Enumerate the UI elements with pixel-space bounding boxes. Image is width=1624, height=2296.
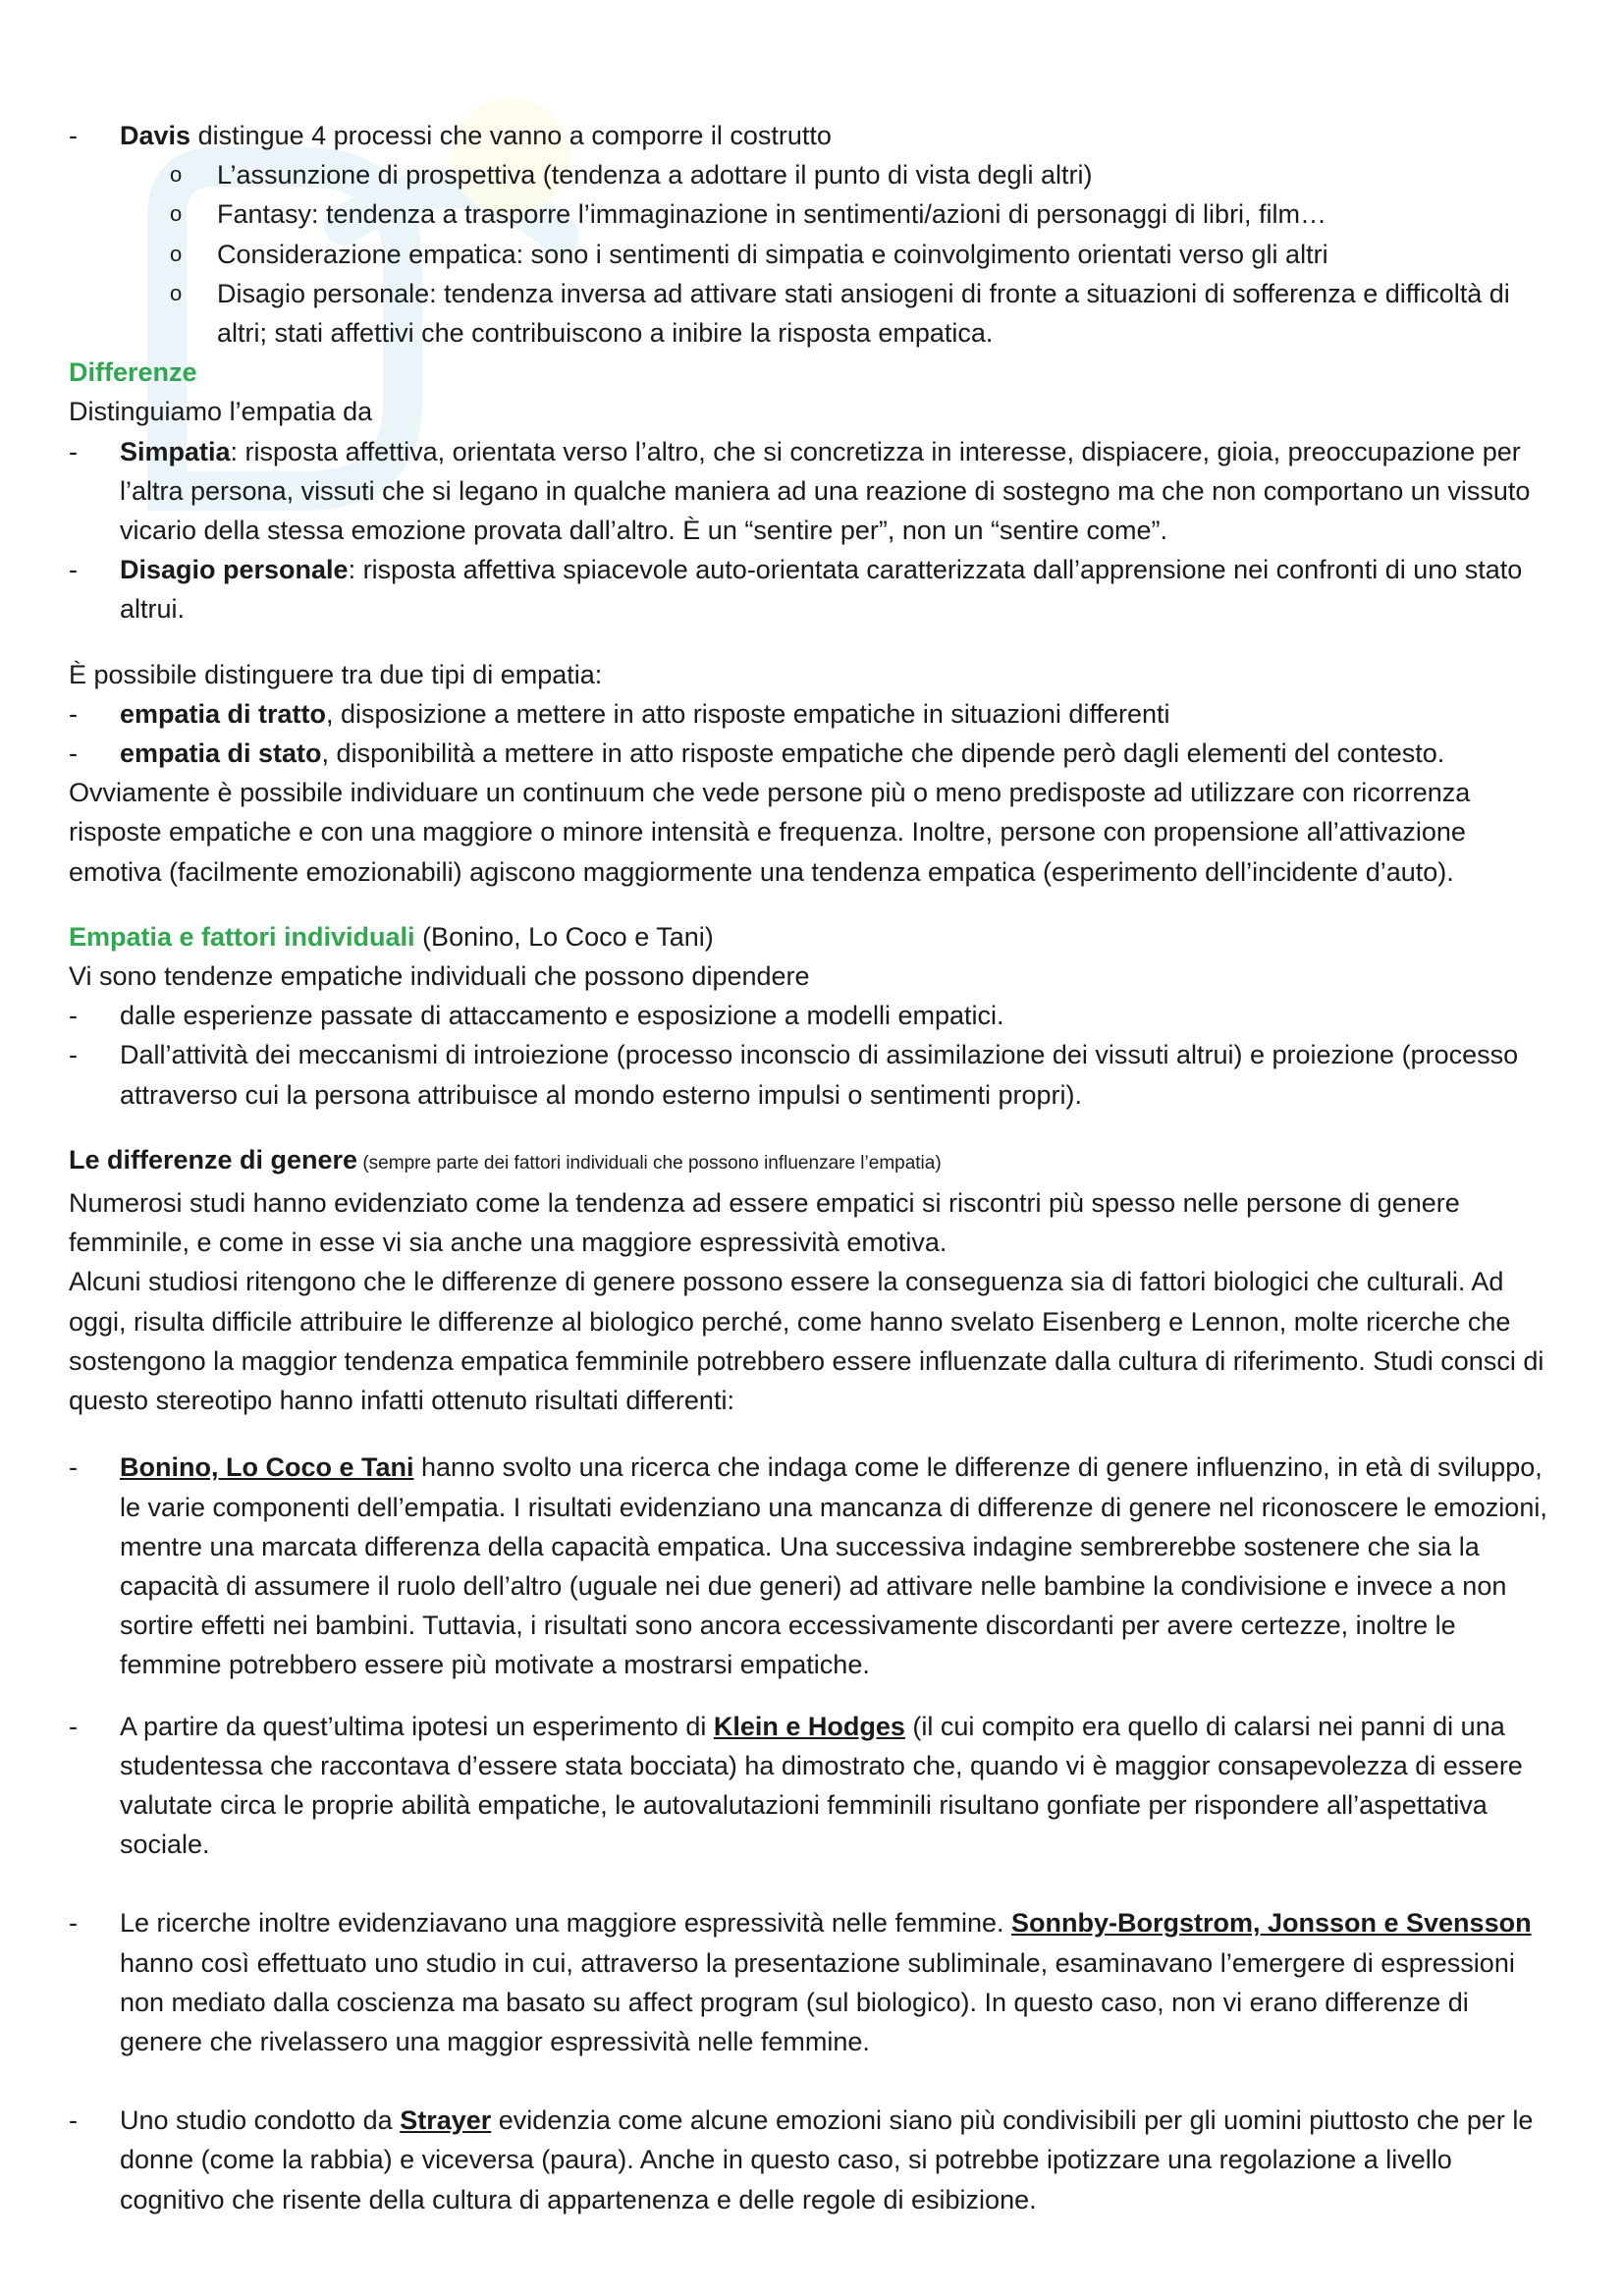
- genere-bullet-bonino: - Bonino, Lo Coco e Tani hanno svolto una ricerca che indaga come le differenze di genere influenzino, in età di sviluppo, le varie componenti dell’empatia. I risultati evidenziano una mancanza di differenze di genere nel riconoscere le emozioni, mentre una marcata differenza della capacità empatica. Una successiva indagine sembrerebbe sostenere che sia la capacità di assumere il ruolo dell’altro (uguale nei due generi) ad attivare nelle bambine la condivisione e invece a non sortire effetti nei bambini. Tuttavia, i risultati sono ancora eccessivamente discordanti per avere certezze, inoltre le femmine potrebbero essere più motivate a mostrarsi empatiche.: [69, 1452, 1547, 1680]
- differenze-heading: Differenze: [69, 357, 197, 388]
- circle-marker: o: [170, 280, 183, 305]
- genere-bullet-klein: - A partire da quest’ultima ipotesi un esperimento di Klein e Hodges (il cui compito era quello di calarsi nei panni di una studentessa che raccontava d’essere stata bocciata) ha dimostrato che, quando vi è maggior consapevolezza di essere valutate circa le proprie abilità empatiche, le autovalutazioni femminili risultano gonfiate per rispondere all’aspettativa sociale.: [69, 1711, 1523, 1860]
- davis-item: o Considerazione empatica: sono i sentimenti di simpatia e coinvolgimento orientati verso gli altri: [69, 235, 1551, 274]
- fattori-bullet: - dalle esperienze passate di attaccamento e esposizione a modelli empatici.: [69, 1001, 1004, 1031]
- author-klein-hodges: Klein e Hodges: [713, 1711, 905, 1741]
- fattori-heading: Empatia e fattori individuali: [69, 921, 415, 952]
- fattori-heading-line: Empatia e fattori individuali (Bonino, Lo Coco e Tani): [69, 921, 714, 952]
- differenze-intro: Distinguiamo l’empatia da: [69, 397, 373, 427]
- genere-bullet-sonnby: - Le ricerche inoltre evidenziavano una maggiore espressività nelle femmine. Sonnby-Borgstrom, Jonsson e Svensson hanno così effettuato uno studio in cui, attraverso la presentazione subliminale, esaminavano l’emergere di espressioni non mediato dalla coscienza ma basato su affect program (sul biologico). In questo caso, non vi erano differenze di genere che rivelassero una maggior espressività nelle femmine.: [69, 1908, 1532, 2056]
- author-strayer: Strayer: [400, 2105, 492, 2136]
- fattori-intro: Vi sono tendenze empatiche individuali che possono dipendere: [69, 961, 810, 992]
- fattori-bullet: - Dall’attività dei meccanismi di introiezione (processo inconscio di assimilazione dei vissuti altrui) e proiezione (processo attraverso cui la persona attribuisce al mondo esterno impulsi o sentimenti propri).: [69, 1040, 1519, 1110]
- tratto-bullet: - empatia di tratto, disposizione a mettere in atto risposte empatiche in situazioni differenti: [69, 698, 1170, 729]
- tipi-intro: È possibile distinguere tra due tipi di empatia:: [69, 659, 603, 689]
- genere-heading-line: Le differenze di genere (sempre parte dei fattori individuali che possono influenzare l’empatia): [69, 1144, 942, 1175]
- genere-bullet-strayer: - Uno studio condotto da Strayer evidenzia come alcune emozioni siano più condivisibili per gli uomini piuttosto che per le donne (come la rabbia) e viceversa (paura). Anche in questo caso, si potrebbe ipotizzare una regolazione a livello cognitivo che risente della cultura di appartenenza e delle regole di esibizione.: [69, 2105, 1534, 2214]
- circle-marker: o: [170, 201, 183, 227]
- genere-heading: Le differenze di genere: [69, 1144, 358, 1175]
- disagio-term: Disagio personale: [120, 555, 349, 585]
- davis-name: Davis: [120, 121, 191, 150]
- dash-marker: -: [69, 121, 78, 150]
- davis-intro: distingue 4 processi che vanno a comporre il costrutto: [190, 121, 832, 150]
- disagio-bullet: - Disagio personale: risposta affettiva spiacevole auto-orientata caratterizzata dall’apprensione nei confronti di uno stato altrui.: [69, 555, 1523, 625]
- genere-p2: Alcuni studiosi ritengono che le differenze di genere possono essere la conseguenza sia di fattori biologici che culturali. Ad oggi, risulta difficile attribuire le differenze al biologico perché, come hanno svelato Eisenberg e Lennon, molte ricerche che sostengono la maggior tendenza empatica femminile potrebbero essere influenzate dalla cultura di riferimento. Studi consci di questo stereotipo hanno infatti ottenuto risultati differenti:: [69, 1267, 1544, 1416]
- stato-bullet: - empatia di stato, disponibilità a mettere in atto risposte empatiche che dipende però dagli elementi del contesto.: [69, 738, 1445, 769]
- davis-item: o Fantasy: tendenza a trasporre l’immaginazione in sentimenti/azioni di personaggi di libri, film…: [69, 194, 1551, 234]
- davis-item: o L’assunzione di prospettiva (tendenza a adottare il punto di vista degli altri): [69, 155, 1551, 194]
- circle-marker: o: [170, 241, 183, 266]
- genere-p1: Numerosi studi hanno evidenziato come la tendenza ad essere empatici si riscontri più spesso nelle persone di genere femminile, e come in esse vi sia anche una maggiore espressività emotiva.: [69, 1188, 1460, 1258]
- simpatia-term: Simpatia: [120, 436, 231, 466]
- author-sonnby: Sonnby-Borgstrom, Jonsson e Svensson: [1010, 1908, 1532, 1939]
- davis-item: o Disagio personale: tendenza inversa ad attivare stati ansiogeni di fronte a situazioni di sofferenza e difficoltà di altri; stati affettivi che contribuiscono a inibire la risposta empatica.: [69, 274, 1551, 353]
- author-bonino: Bonino, Lo Coco e Tani: [120, 1452, 414, 1483]
- simpatia-bullet: - Simpatia: risposta affettiva, orientata verso l’altro, che si concretizza in interesse, dispiacere, gioia, preoccupazione per l’altra persona, vissuti che si legano in qualche maniera ad una reazione di sostegno ma che non comportano un vissuto vicario della stessa emozione provata dall’altro. È un “sentire per”, non un “sentire come”.: [69, 436, 1531, 546]
- davis-bullet: [69, 116, 1551, 155]
- tipi-paragraph: Ovviamente è possibile individuare un continuum che vede persone più o meno predisposte ad utilizzare con ricorrenza risposte empatiche e con una maggiore o minore intensità e frequenza. Inoltre, persone con propensione all’attivazione emotiva (facilmente emozionabili) agiscono maggiormente una tendenza empatica (esperimento dell’incidente d’auto).: [69, 778, 1471, 887]
- document-page: [69, 116, 1551, 2219]
- circle-marker: o: [170, 162, 183, 188]
